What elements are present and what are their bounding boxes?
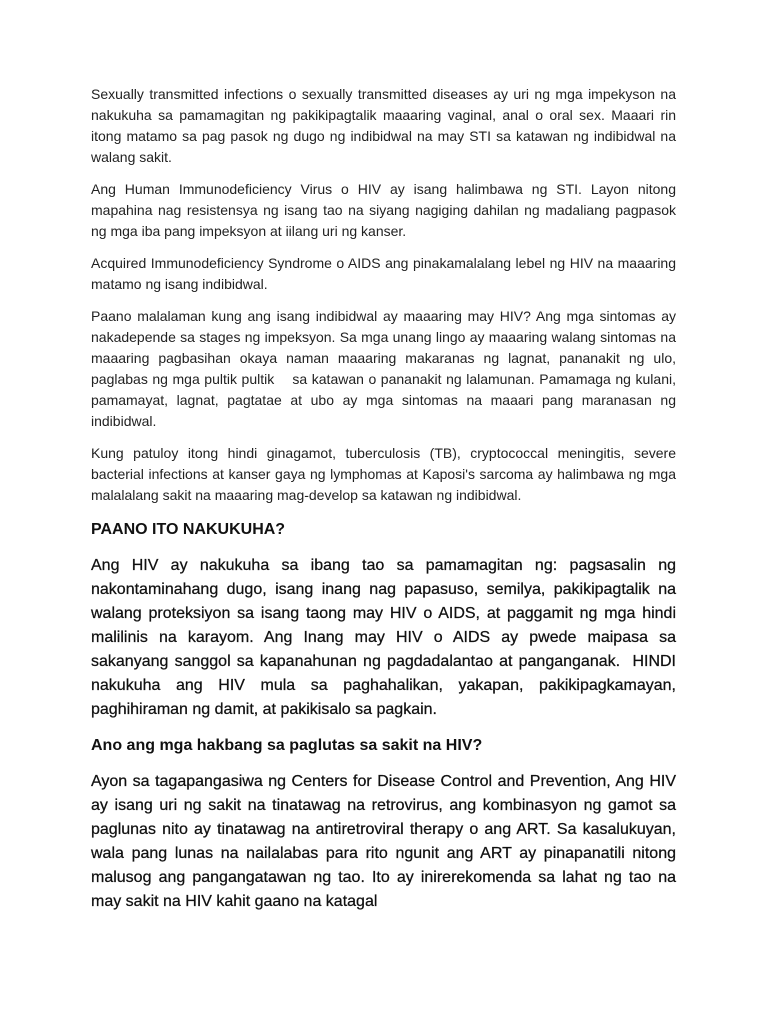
section-heading-treatment: Ano ang mga hakbang sa paglutas sa sakit na HIV? bbox=[91, 737, 483, 754]
intro-paragraph-complications: Kung patuloy itong hindi ginagamot, tuberculosis (TB), cryptococcal meningitis, severe bacterial infections at kanser gaya ng lymphomas at Kaposi's sarcoma ay halimbawa ng mga malalalang sakit na maaaring mag-develop sa katawan ng indibidwal. bbox=[91, 445, 676, 503]
document-page bbox=[91, 84, 681, 928]
intro-paragraph-aids: Acquired Immunodeficiency Syndrome o AIDS ang pinakamalalang lebel ng HIV na maaaring matamo ng isang indibidwal. bbox=[91, 255, 676, 292]
section-body-treatment: Ayon sa tagapangasiwa ng Centers for Disease Control and Prevention, Ang HIV ay isang uri ng sakit na tinatawag na retrovirus, ang kombinasyon ng gamot sa paglunas nito ay tinatawag na antiretroviral therapy o ang ART. Sa kasalukuyan, wala pang lunas na nailalabas para rito ngunit ang ART ay pinapanatili nitong malusog ang pangangatawan ng tao. Ito ay inirerekomenda sa lahat ng tao na may sakit na HIV kahit gaano na katagal bbox=[91, 773, 676, 910]
section-body-transmission: Ang HIV ay nakukuha sa ibang tao sa pamamagitan ng: pagsasalin ng nakontaminahang dugo, isang inang nag papasuso, semilya, pakikipagtalik na walang proteksiyon sa isang taong may HIV o AIDS, at paggamit ng mga hindi malilinis na karayom. Ang Inang may HIV o AIDS ay pwede maipasa sa sakanyang sanggol sa kapanahunan ng pagdadalantao at panganganak. HINDI nakukuha ang HIV mula sa paghahalikan, yakapan, pakikipagkamayan, paghihiraman ng damit, at pakikisalo sa pagkain. bbox=[91, 557, 681, 718]
intro-paragraph-sti: Sexually transmitted infections o sexually transmitted diseases ay uri ng mga impekyson na nakukuha sa pamamagitan ng pakikipagtalik maaaring vaginal, anal o oral sex. Maaari rin itong matamo sa pag pasok ng dugo ng indibidwal na may STI sa katawan ng indibidwal na walang sakit. bbox=[91, 86, 676, 165]
intro-paragraph-hiv: Ang Human Immunodeficiency Virus o HIV ay isang halimbawa ng STI. Layon nitong mapahina nag resistensya ng isang tao na siyang nagiging dahilan ng madaliang pagpasok ng mga iba pang impeksyon at iilang uri ng kanser. bbox=[91, 181, 676, 239]
section-heading-transmission: PAANO ITO NAKUKUHA? bbox=[91, 521, 286, 538]
intro-paragraph-symptoms: Paano malalaman kung ang isang indibidwal ay maaaring may HIV? Ang mga sintomas ay nakadepende sa stages ng impeksyon. Sa mga unang lingo ay maaaring walang sintomas na maaaring pagbasihan okaya naman maaaring makaranas ng lagnat, pananakit ng ulo, paglabas ng mga pultik pultik sa katawan o pananakit ng lalamunan. Pamamaga ng kulani, pamamayat, lagnat, pagtatae at ubo ay mga sintomas na maaari pang maranasan ng indibidwal. bbox=[91, 308, 680, 429]
